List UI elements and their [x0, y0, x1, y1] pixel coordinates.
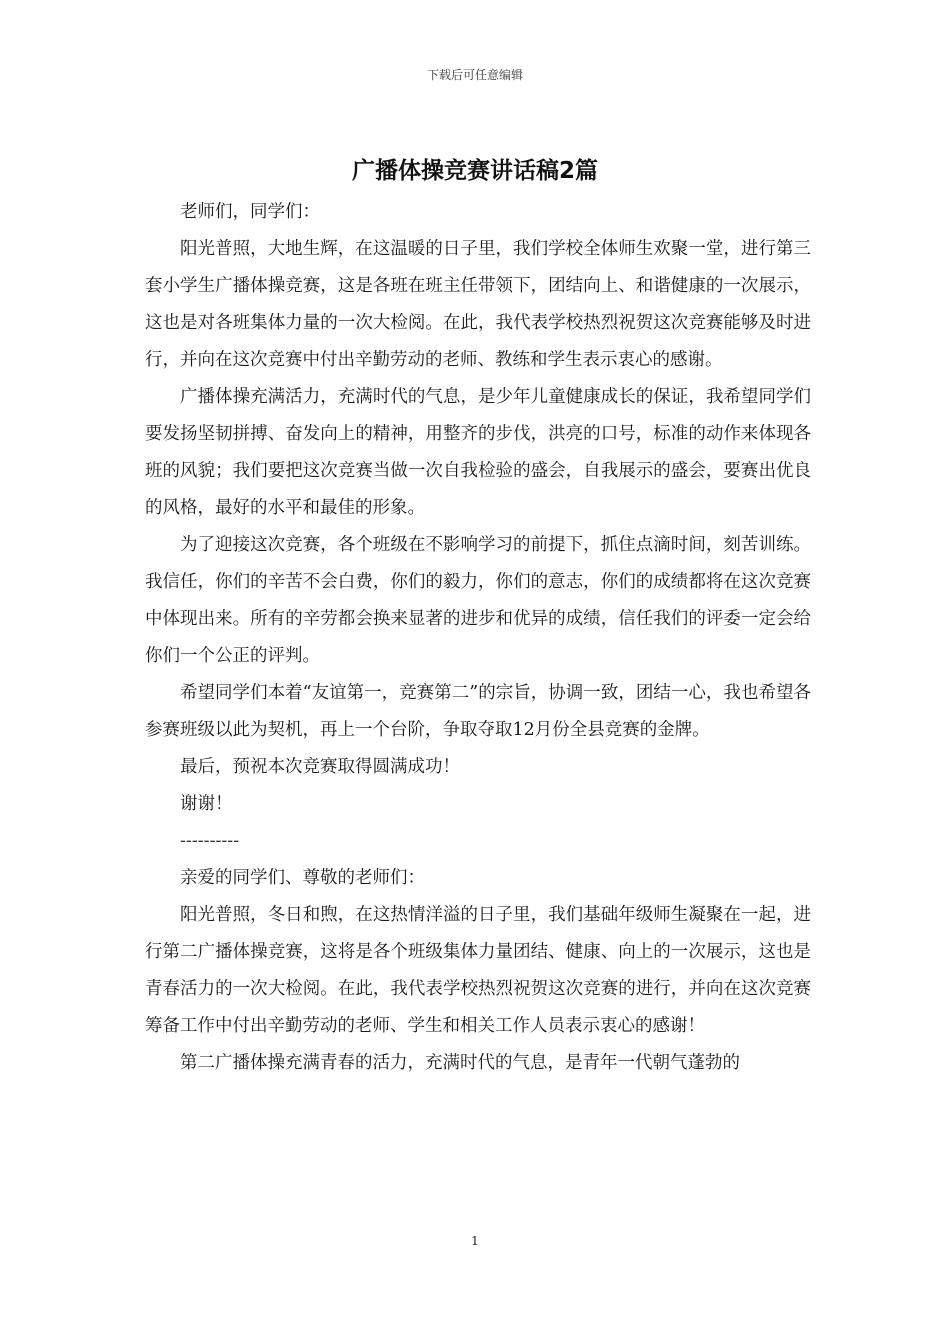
- document-body: [145, 194, 811, 1082]
- paragraph: 广播体操充满活力，充满时代的气息，是少年儿童健康成长的保证，我希望同学们要发扬坚韧拼搏、奋发向上的精神，用整齐的步伐，洪亮的口号，标准的动作来体现各班的风貌；我们要把这次竞赛当做一次自我检验的盛会，自我展示的盛会，要赛出优良的风格，最好的水平和最佳的形象。: [145, 387, 811, 518]
- document-title: 广播体操竞赛讲话稿2篇: [351, 158, 598, 184]
- paragraph: 阳光普照，冬日和煦，在这热情洋溢的日子里，我们基础年级师生凝聚在一起，进行第二广播体操竞赛，这将是各个班级集体力量团结、健康、向上的一次展示，这也是青春活力的一次大检阅。在此，我代表学校热烈祝贺这次竞赛的进行，并向在这次竞赛筹备工作中付出辛勤劳动的老师、学生和相关工作人员表示衷心的感谢！: [145, 905, 811, 1036]
- paragraph: 最后，预祝本次竞赛取得圆满成功！: [180, 757, 460, 777]
- section-divider: ----------: [180, 831, 240, 851]
- paragraph-greeting: 老师们，同学们：: [180, 202, 320, 222]
- paragraph: 希望同学们本着“友谊第一，竞赛第二”的宗旨，协调一致，团结一心，我也希望各参赛班级以此为契机，再上一个台阶，争取夺取12月份全县竞赛的金牌。: [145, 683, 811, 740]
- page-header-note: 下载后可任意编辑: [426, 68, 523, 82]
- paragraph: 第二广播体操充满青春的活力，充满时代的气息，是青年一代朝气蓬勃的: [180, 1053, 740, 1073]
- page-number: 1: [471, 1234, 479, 1248]
- paragraph: 阳光普照，大地生辉，在这温暖的日子里，我们学校全体师生欢聚一堂，进行第三套小学生广播体操竞赛，这是各班在班主任带领下，团结向上、和谐健康的一次展示，这也是对各班集体力量的一次大检阅。在此，我代表学校热烈祝贺这次竞赛能够及时进行，并向在这次竞赛中付出辛勤劳动的老师、教练和学生表示衷心的感谢。: [145, 239, 811, 370]
- paragraph-greeting-2: 亲爱的同学们、尊敬的老师们：: [180, 868, 425, 888]
- paragraph-thanks: 谢谢！: [180, 794, 233, 814]
- paragraph: 为了迎接这次竞赛，各个班级在不影响学习的前提下，抓住点滴时间，刻苦训练。我信任，你们的辛苦不会白费，你们的毅力，你们的意志，你们的成绩都将在这次竞赛中体现出来。所有的辛劳都会换来显著的进步和优异的成绩，信任我们的评委一定会给你们一个公正的评判。: [145, 535, 811, 666]
